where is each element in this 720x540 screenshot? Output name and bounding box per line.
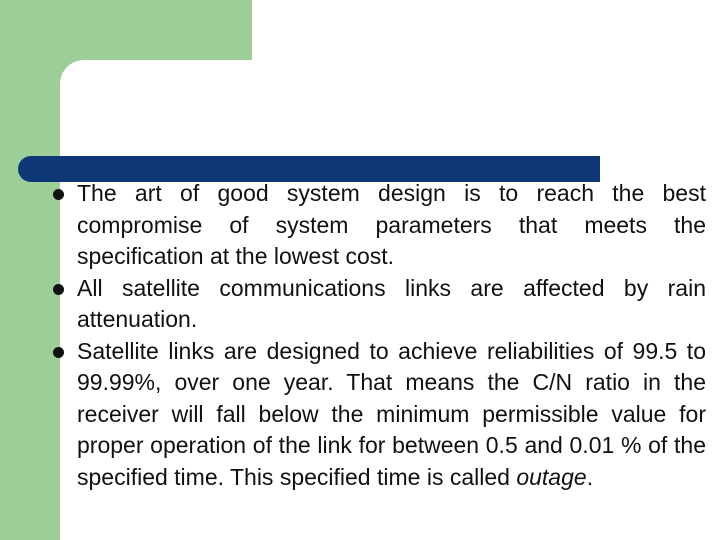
bullet-dot-icon [53,284,64,295]
bullet-dot-icon [53,189,64,200]
bullet-item [50,336,706,494]
bullet-text: The art of good system design is to reach the best compromise of system parameters that meets the specification at the lowest cost. [77,180,706,269]
bullet-text: All satellite communications links are affected by rain attenuation. [77,274,706,332]
bullet-text-end: . [586,463,594,490]
bullet-list [50,178,706,493]
bullet-item [50,178,706,273]
bullet-text: Satellite links are designed to achieve reliabilities of 99.5 to 99.99%, over one year. That means the C/N ratio in the receiver will fall below the minimum permissible value for proper operation of the link for between 0.5 and 0.01 % of the specified time. This specified time is called [77,337,706,490]
bullet-dot-icon [53,347,64,358]
bullet-item [50,273,706,336]
emphasized-term: outage [516,463,587,490]
